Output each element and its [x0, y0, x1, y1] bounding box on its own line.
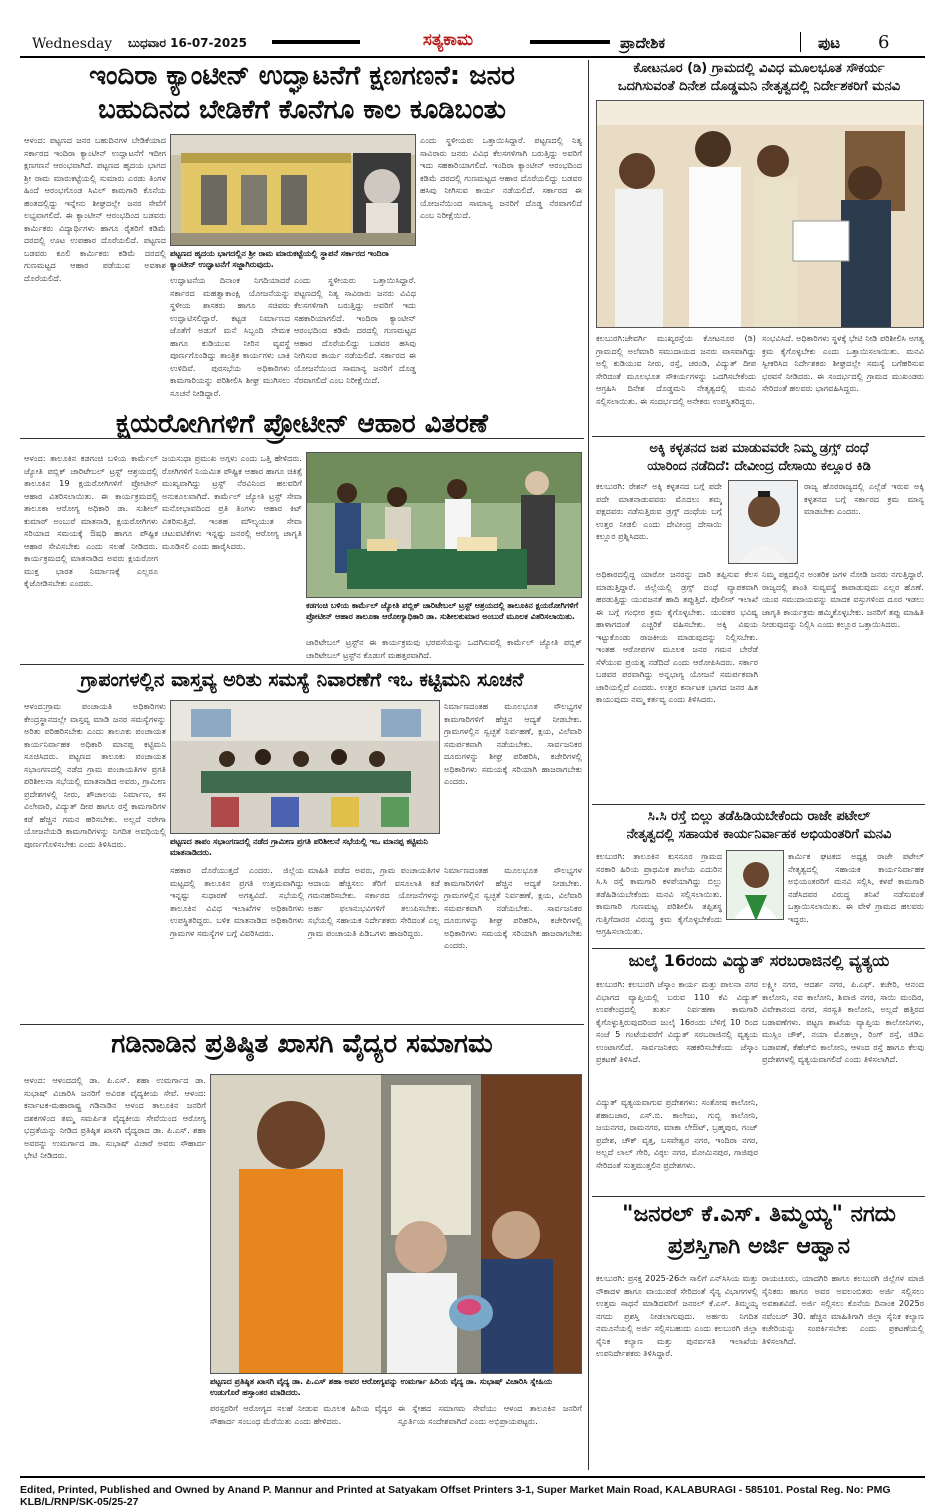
doctor-photo-caption: ಪಟ್ಟಣದ ಪ್ರತಿಷ್ಠಿತ ಖಾಸಗಿ ವೈದ್ಯ ಡಾ. ಪಿ.ಎಸ್ ಶಹಾ ಅವರ ಆರೋಗ್ಯವನ್ನು ಉಮರ್ಗಾ ಹಿರಿಯ ವೈದ್ಯ ಡಾ. ಸುಭಾಷ್ ವಿಚಾರಿಸಿ ಸ್ನೇಹಿಯ ಉಡುಗೊರೆ ಹಸ್ತಾಂತರ ಮಾಡಿದರು. — [210, 1377, 553, 1397]
masthead: ಸತ್ಯಕಾಮ — [422, 30, 474, 50]
page-label: ಪುಟ — [818, 34, 841, 52]
drug-body-col3: ಅಧಿಕಾರದಲ್ಲಿದ್ದ ಯಾರೋ ಜನರನ್ನು ದಾರಿ ತಪ್ಪಿಸುವ ಕೆಲಸ ಮಾಡುತ್ತಿದ್ದಾರೆ. ಜಿಲ್ಲೆಯಲ್ಲಿ ಡ್ರಗ್ಸ್ ದಂಧೆ ವ್ಯಾಪಕವಾಗಿ ಹರಡುತ್ತಿದ್ದು ಯುವಜನತೆ ಹಾದಿ ತಪ್ಪುತ್ತಿದೆ. ಪೊಲೀಸ್ ಇಲಾಖೆ ಈ ಬಗ್ಗೆ ಗಂಭೀರ ಕ್ರಮ ಕೈಗೊಳ್ಳಬೇಕು. ಯುವಕರ ಭವಿಷ್ಯ ಹಾಳಾಗದಂತೆ ಎಚ್ಚರಿಕೆ ವಹಿಸಬೇಕು. ಅಕ್ಕಿ ವಿಷಯ ಇಟ್ಟುಕೊಂಡು ರಾಜಕೀಯ ಮಾಡುವುದನ್ನು ನಿಲ್ಲಿಸಬೇಕು. ಇಂತಹ ಆರೋಪಗಳ ಮೂಲಕ ಜನರ ಗಮನ ಬೇರೆಡೆ ಸೆಳೆಯುವ ಪ್ರಯತ್ನ ನಡೆದಿದೆ ಎಂದು ಆರೋಪಿಸಿದರು. ಸರ್ಕಾರ ಬಡವರ ಪರವಾಗಿದ್ದು ಅನ್ನಭಾಗ್ಯ ಯೋಜನೆ ಸಮರ್ಪಕವಾಗಿ ಜಾರಿಯಲ್ಲಿದೆ ಎಂದರು. ಉತ್ತರ ಕರ್ನಾಟಕ ಭಾಗದ ಜನರ ಹಿತ ಕಾಯುವುದು ನಮ್ಮ ಕರ್ತವ್ಯ ಎಂದು ತಿಳಿಸಿದರು. — [596, 569, 758, 704]
date-kannada: ಬುಧವಾರ 16-07-2025 — [128, 36, 247, 50]
drug-body-col4: ನಿಮ್ಮ ಪಕ್ಷದಲ್ಲಿನ ಅಂತರಿಕ ಜಗಳ ನೋಡಿ ಜನರು ನಗುತ್ತಿದ್ದಾರೆ. ರಾಜ್ಯದಲ್ಲಿ ಶಾಂತಿ ಸುವ್ಯವಸ್ಥೆ ಕಾಪಾಡುವುದು ಎಲ್ಲರ ಹೊಣೆ. ಯುವ ಸಮುದಾಯವನ್ನು ಮಾದಕ ವಸ್ತುಗಳಿಂದ ದೂರ ಇಡಲು ಜಾಗೃತಿ ಕಾರ್ಯಕ್ರಮ ಹಮ್ಮಿಕೊಳ್ಳಬೇಕು. ಜನರಿಗೆ ತಪ್ಪು ಮಾಹಿತಿ ನೀಡುವುದನ್ನು ನಿಲ್ಲಿಸಿ ಎಂದು ಕಲ್ಲೂರ ಒತ್ತಾಯಿಸಿದರು. — [762, 569, 924, 629]
canteen-body-col4: ಎಂದು ಸ್ಥಳೀಯರು ಒತ್ತಾಯಿಸಿದ್ದಾರೆ. ಪಟ್ಟಣದಲ್ಲಿ ನಿತ್ಯ ಸಾವಿರಾರು ಜನರು ವಿವಿಧ ಕೆಲಸಗಳಿಗಾಗಿ ಬರುತ್ತಿದ್ದು ಅವರಿಗೆ ಇದು ಸಹಕಾರಿಯಾಗಲಿದೆ. ಇಂದಿರಾ ಕ್ಯಾಂಟೀನ್ ಆರಂಭದಿಂದ ಕಡಿಮೆ ದರದಲ್ಲಿ ಗುಣಮಟ್ಟದ ಆಹಾರ ದೊರೆಯಲಿದ್ದು ಬಡವರ ಹಸಿವು ನೀಗಿಸುವ ಕಾರ್ಯ ನಡೆಯಲಿದೆ. ಸರ್ಕಾರದ ಈ ಯೋಜನೆಯಿಂದ ಸಾಮಾನ್ಯ ಜನರಿಗೆ ದೊಡ್ಡ ನೆರವಾಗಲಿದೆ ಎಂಬ ನಿರೀಕ್ಷೆಯಿದೆ. — [420, 135, 582, 220]
protein-body-col3: ಜಾರಿಟೇಬಲ್ ಟ್ರಸ್ಟ್‌ನ ಈ ಕಾರ್ಯಕ್ರಮವು ಭರವಸೆಯನ್ನು ಒದಗಿಸುವಲ್ಲಿ ಕಾರ್ಮೆಲ್ ಜ್ಯೋತಿ ಪಬ್ಲಿಕ್ ಚಾರಿಟೇಬಲ್ ಟ್ರಸ್ಟ್‌ನ ಕೊಡುಗೆ ಮಹತ್ತರವಾಗಿದೆ. — [306, 637, 582, 660]
doctor-meeting-photo — [210, 1074, 582, 1374]
grampanchayat-headline: ಗ್ರಾಪಂಗಳಲ್ಲಿನ ವಾಸ್ತವ್ಯ ಅರಿತು ಸಮಸ್ಯೆ ನಿವಾರಣೆಗೆ ಇಒ ಕಟ್ಟಿಮನಿ ಸೂಚನೆ — [80, 669, 524, 691]
divider — [592, 1196, 925, 1197]
grampanchayat-meeting-photo — [170, 700, 440, 834]
canteen-body-col3a: ಎಂದು ಸ್ಥಳೀಯರು ಒತ್ತಾಯಿಸಿದ್ದಾರೆ. ಪಟ್ಟಣದಲ್ಲಿ ನಿತ್ಯ ಸಾವಿರಾರು ಜನರು ವಿವಿಧ ಕೆಲಸಗಳಿಗಾಗಿ ಬರುತ್ತಿದ್ದು ಅವರಿಗೆ ಇದು ಸಹಕಾರಿಯಾಗಲಿದೆ. ಇಂದಿರಾ ಕ್ಯಾಂಟೀನ್ ಆರಂಭದಿಂದ ಕಡಿಮೆ ದರದಲ್ಲಿ ಗುಣಮಟ್ಟದ ಆಹಾರ ದೊರೆಯಲಿದ್ದು ಬಡವರ ಹಸಿವು ನೀಗಿಸುವ ಕಾರ್ಯ ನಡೆಯಲಿದೆ. ಸರ್ಕಾರದ ಈ ಯೋಜನೆಯಿಂದ ಸಾಮಾನ್ಯ ಜನರಿಗೆ ದೊಡ್ಡ ನೆರವಾಗಲಿದೆ ಎಂಬ ನಿರೀಕ್ಷೆಯಿದೆ. — [294, 275, 416, 385]
section-name: ಪ್ರಾದೇಶಿಕ — [620, 34, 666, 52]
drug-body-col1: ಕಲಬುರಗಿ: ರೇಶನ್ ಅಕ್ಕಿ ಕಳ್ಳತನದ ಬಗ್ಗೆ ಪದೇ ಪದೇ ಮಾತನಾಡುವವರು ಮೊದಲು ತಮ್ಮ ಪಕ್ಷದವರು ನಡೆಸುತ್ತಿರುವ ಡ್ರಗ್ಸ್ ದಂಧೆಯ ಬಗ್ಗೆ ಉತ್ತರ ನೀಡಲಿ ಎಂದು ದೇವೀಂದ್ರ ದೇಸಾಯಿ ಕಲ್ಲೂರ ಪ್ರಶ್ನಿಸಿದರು. — [596, 481, 722, 541]
protein-body-col2: ಜಯಸುಧಾ ಪ್ರಮುಖ ಅಗ್ಗಳು ಎಂದು ಒತ್ತಿ ಹೇಳಿದರು. ರೋಗಿಗಳಿಗೆ ನಿಯಮಿತ ಪೌಷ್ಟಿಕ ಆಹಾರ ಹಾಗೂ ಚಿಕಿತ್ಸೆ ಮುಖ್ಯವಾಗಿದ್ದು ಟ್ರಸ್ಟ್ ನೆರವಿನಿಂದ ಹಲವರಿಗೆ ಅನುಕೂಲವಾಗಿದೆ. ಕಾರ್ಮೆಲ್ ಜ್ಯೋತಿ ಟ್ರಸ್ಟ್ ಸೇವಾ ಮನೋಭಾವದಿಂದ ಪ್ರತಿ ತಿಂಗಳು ಆಹಾರ ಕಿಟ್ ವಿತರಿಸುತ್ತಿದೆ. ಇಂತಹ ಮೌಲ್ಯಯುತ ಸೇವಾ ಚಟುವಟಿಕೆಗಳು ಇನ್ನಷ್ಟು ಜನರಲ್ಲಿ ಆರೋಗ್ಯ ಜಾಗೃತಿ ಮೂಡಿಸಲಿ ಎಂದು ಹಾರೈಸಿದರು. — [162, 453, 302, 551]
grampanchayat-body-col2: ನಿರ್ಮಾಣದಂತಹ ಮೂಲಭೂತ ಸೌಲಭ್ಯಗಳ ಕಾಮಗಾರಿಗಳಿಗೆ ಹೆಚ್ಚಿನ ಆದ್ಯತೆ ನೀಡಬೇಕು. ಗ್ರಾಮಗಳಲ್ಲಿನ ಸ್ವಚ್ಛತೆ ನಿರ್ವಹಣೆ, ಕ್ಷಯ, ವಿಲೆವಾರಿ ಸಮರ್ಪಕವಾಗಿ ನಡೆಯಬೇಕು. ಸಾರ್ವಜನಿಕರ ದೂರುಗಳನ್ನು ಶೀಘ್ರ ಪರಿಹರಿಸಿ, ಕಚೇರಿಗಳಲ್ಲಿ ಅಧಿಕಾರಿಗಳು ಸಮಯಕ್ಕೆ ಸರಿಯಾಗಿ ಹಾಜರಾಗಬೇಕು ಎಂದರು. — [444, 701, 582, 786]
canteen-headline-1: ಇಂದಿರಾ ಕ್ಯಾಂಟೀನ್ ಉದ್ಘಾಟನೆಗೆ ಕ್ಷಣಗಣನೆ: ಜನರ — [89, 61, 515, 91]
divider — [592, 804, 925, 805]
header-underline — [20, 56, 925, 58]
thimmayya-headline-2: ಪ್ರಶಸ್ತಿಗಾಗಿ ಅರ್ಜಿ ಆಹ್ವಾನ — [667, 1234, 851, 1259]
protein-headline: ಕ್ಷಯರೋಗಿಗಳಿಗೆ ಪ್ರೋಟೀನ್ ಆಹಾರ ವಿತರಣೆ — [116, 409, 488, 439]
ccroad-headline-2: ನೇತೃತ್ವದಲ್ಲಿ ಸಹಾಯಕ ಕಾರ್ಯನಿರ್ವಾಹಕ ಅಭಿಯಂತರಿಗೆ ಮನವಿ — [626, 827, 892, 842]
power-body-col3: ವಿದ್ಯುತ್ ವ್ಯತ್ಯಯವಾಗುವ ಪ್ರದೇಶಗಳು: ಸಂತೋಷ ಕಾಲೋನಿ, ಶಹಾಬಜಾರ, ಎಸ್.ಬಿ. ಕಾಲೇಜು, ಗುಬ್ಬಿ ಕಾಲೋನಿ, ಜಯನಗರ, ರಾಮನಗರ, ಮಾಕಾ ಲೇಔಟ್, ಬ್ರಹ್ಮಪುರ, ಗಂಜ್ ಪ್ರದೇಶ, ಚೌಕ್ ವೃತ್ತ, ಬಸವೇಶ್ವರ ನಗರ, ಇಂದಿರಾ ನಗರ, ಅಲ್ಲದೆ ಲಾಲ್ ಗೇರಿ, ವಿಠ್ಠಲ ನಗರ, ಮೋಮಿನಪುರ, ಗಾಜಿಪುರ ಸೇರಿದಂತೆ ಸುತ್ತಮುತ್ತಲಿನ ಪ್ರದೇಶಗಳು. — [596, 1097, 758, 1170]
doctor-body-col3: ಈ ಸ್ನೇಹದ ಸಮಾಗಮ ಸೇವೆಯು ಆಳಂದ ತಾಲೂಕಿನ ಜನರಿಗೆ ಸ್ಫೂರ್ತಿಯ ಸಂದೇಶವಾಗಿದೆ ಎಂದು ಅಭಿಪ್ರಾಯಪಟ್ಟರು. — [398, 1403, 582, 1426]
thimmayya-body-col2: ರಾಯಚೂರು, ಯಾದಗಿರಿ ಹಾಗೂ ಕಲಬುರಗಿ ಜಿಲ್ಲೆಗಳ ಮಾಜಿ ಸೈನಿಕರು ಹಾಗೂ ಅವರ ಅವಲಂಬಿತರು ಅರ್ಜಿ ಸಲ್ಲಿಸಲು ಅವಕಾಶವಿದೆ. ಅರ್ಜಿ ಸಲ್ಲಿಸಲು ಕೊನೆಯ ದಿನಾಂಕ 2025ರ ನವೆಂಬರ್ 30. ಹೆಚ್ಚಿನ ಮಾಹಿತಿಗಾಗಿ ಜಿಲ್ಲಾ ಸೈನಿಕ ಕಲ್ಯಾಣ ಕಚೇರಿಯನ್ನು ಸಂಪರ್ಕಿಸಬೇಕು ಎಂದು ಪ್ರಕಟಣೆಯಲ್ಲಿ ತಿಳಿಸಲಾಗಿದೆ. — [762, 1273, 924, 1346]
footer-rule — [20, 1476, 925, 1478]
divider — [592, 948, 925, 949]
header-rule-right — [530, 40, 610, 44]
grampanchayat-body-col4: ಮಾಹಿತಿ ಪಡೆದ ಅವರು, ಗ್ರಾಮ ಪಂಚಾಯತಿಗಳ ಆದಾಯ ಹೆಚ್ಚಿಸಲು ತೆರಿಗೆ ವಸೂಲಾತಿ ಕಡೆ ಗಮನಹರಿಸಬೇಕು. ಸರ್ಕಾರದ ಯೋಜನೆಗಳನ್ನು ಅರ್ಹ ಫಲಾನುಭವಿಗಳಿಗೆ ತಲುಪಿಸಬೇಕು. ಸಭೆಯಲ್ಲಿ ಸಹಾಯಕ ನಿರ್ದೇಶಕರು ಸೇರಿದಂತೆ ಎಲ್ಲ ಗ್ರಾಮ ಪಂಚಾಯತಿ ಪಿಡಿಒಗಳು ಹಾಜರಿದ್ದರು. — [308, 865, 440, 938]
power-body-col2: ಲಕ್ಷ್ಮೀ ನಗರ, ಆದರ್ಶ ನಗರ, ಪಿ.ಎಫ್. ಕಚೇರಿ, ಆನಂದ ಕಾಲೋನಿ, ನವ ಕಾಲೋನಿ, ಶಿವಾಜಿ ನಗರ, ಸಾಯಿ ಮಂದಿರ, ವಿವೇಕಾನಂದ ನಗರ, ಸರಸ್ವತಿ ಕಾಲೋನಿ, ಅಲ್ಲದೆ ಹತ್ತಿರದ ಬಡಾವಣೆಗಳು. ಪಟ್ಟಣ ಶಾಖೆಯ ವ್ಯಾಪ್ತಿಯ ಕಾಲೋನಿಗಳು, ಮುಸ್ಲಿಂ ಚೌಕ್, ನಯಾ ಮೊಹಲ್ಲಾ, ರಿಂಗ್ ರಸ್ತೆ, ಜಿಡಿಎ ಬಡಾವಣೆ, ಕೆಹೆಚ್‌ಬಿ ಕಾಲೋನಿ, ಆಳಂದ ರಸ್ತೆ ಹಾಗೂ ಕೆಲವು ಪ್ರದೇಶಗಳಲ್ಲಿ ವ್ಯತ್ಯಯವಾಗಲಿದೆ ಎಂದು ತಿಳಿಸಲಾಗಿದೆ. — [762, 979, 924, 1064]
kotnoor-body-col1: ಕಲಬುರಗಿ:ಜೇವರ್ಗಿ ಮುಖ್ಯರಸ್ತೆಯ ಕೋಟನೂರ (ಡಿ) ಗ್ರಾಮದಲ್ಲಿ ಅಲೆಮಾರಿ ಸಮುದಾಯದ ಜನರು ವಾಸವಾಗಿದ್ದು ಅಲ್ಲಿ ಕುಡಿಯುವ ನೀರು, ರಸ್ತೆ, ಚರಂಡಿ, ವಿದ್ಯುತ್ ದೀಪ ಸೇರಿದಂತೆ ಮೂಲಭೂತ ಸೌಕರ್ಯಗಳನ್ನು ಒದಗಿಸಬೇಕೆಂದು ಆಗ್ರಹಿಸಿ ದಿನೇಶ ದೊಡ್ಡಮನಿ ನೇತೃತ್ವದಲ್ಲಿ ಮನವಿ ಸಲ್ಲಿಸಲಾಯಿತು. ಈ ಸಂದರ್ಭದಲ್ಲಿ ಅನೇಕರು ಉಪಸ್ಥಿತರಿದ್ದರು. — [596, 333, 756, 406]
header-divider — [800, 32, 801, 52]
devindra-portrait — [728, 480, 798, 564]
page-header — [0, 0, 945, 58]
canteen-headline-2: ಬಹುದಿನದ ಬೇಡಿಕೆಗೆ ಕೊನೆಗೂ ಕಾಲ ಕೂಡಿಬಂತು — [98, 95, 506, 125]
imprint-line: Edited, Printed, Published and Owned by Anand P. Mannur and Printed at Satyakam Offset Printers 3-1, Super Market Main Road, KALABURAGI - 585101. Postal Reg. No: PMG KLB/L/RNP/SK-05/25-27 — [20, 1484, 891, 1508]
ccroad-body-col1: ಕಲಬುರಗಿ: ತಾಲೂಕಿನ ಕುಸನೂರ ಗ್ರಾಮದ ಸರಕಾರಿ ಹಿರಿಯ ಪ್ರಾಥಮಿಕ ಶಾಲೆಯ ಎದುರಿನ ಸಿ.ಸಿ ರಸ್ತೆ ಕಾಮಗಾರಿ ಕಳಪೆಯಾಗಿದ್ದು ಬಿಲ್ಲು ತಡೆಹಿಡಿಯಬೇಕೆಂದು ಮನವಿ ಸಲ್ಲಿಸಲಾಯಿತು. ಕಾಮಗಾರಿ ಗುಣಮಟ್ಟ ಪರಿಶೀಲಿಸಿ ತಪ್ಪಿತಸ್ಥ ಗುತ್ತಿಗೆದಾರರ ವಿರುದ್ಧ ಕ್ರಮ ಕೈಗೊಳ್ಳಬೇಕೆಂದು ಆಗ್ರಹಿಸಲಾಯಿತು. — [596, 851, 722, 936]
canteen-photo-caption: ಪಟ್ಟಣದ ಹೃದಯ ಭಾಗದಲ್ಲಿನ ಶ್ರೀ ರಾಮ ಮಾರುಕಟ್ಟೆಯಲ್ಲಿ ಸ್ಥಾಪನೆ ಸರ್ಕಾರದ ಇಂದಿರಾ ಕ್ಯಾಂಟೀನ್ ಉದ್ಘಾಟನೆಗೆ ಸಜ್ಜಾಗಿರುವುದು. — [170, 249, 389, 269]
drug-headline-2: ಯಾರಿಂದ ನಡೆದಿದೆ: ದೇವೀಂದ್ರ ದೇಸಾಯಿ ಕಲ್ಲೂರ ಕಿಡಿ — [647, 459, 871, 474]
canteen-building-photo — [170, 134, 416, 246]
kotnoor-headline-2: ಒದಗಿಸುವಂತೆ ದಿನೇಶ ದೊಡ್ಡಮನಿ ನೇತೃತ್ವದಲ್ಲಿ ನಿರ್ದೇಶಕರಿಗೆ ಮನವಿ — [617, 79, 901, 94]
grampanchayat-body-col1: ಆಳಂದ:ಗ್ರಾಮ ಪಂಚಾಯತಿ ಅಧಿಕಾರಿಗಳು ಕೇಂದ್ರಸ್ಥಾನದಲ್ಲೇ ವಾಸ್ತವ್ಯ ಮಾಡಿ ಜನರ ಸಮಸ್ಯೆಗಳನ್ನು ಅರಿತು ಪರಿಹರಿಸಬೇಕು ಎಂದು ತಾಲೂಕು ಪಂಚಾಯತ ಕಾರ್ಯನಿರ್ವಾಹಕ ಅಧಿಕಾರಿ ಮಾನಪ್ಪ ಕಟ್ಟಿಮನಿ ಸೂಚಿಸಿದರು. ಪಟ್ಟಣದ ತಾಲೂಕು ಪಂಚಾಯತ ಸಭಾಂಗಣದಲ್ಲಿ ನಡೆದ ಗ್ರಾಮ ಪಂಚಾಯತಿಗಳ ಪ್ರಗತಿ ಪರಿಶೀಲನಾ ಸಭೆಯಲ್ಲಿ ಮಾತನಾಡಿದ ಅವರು, ಗ್ರಾಮೀಣ ಪ್ರದೇಶಗಳಲ್ಲಿ ನೀರು, ಶೌಚಾಲಯ ನಿರ್ಮಾಣ, ಕಸ ವಿಲೇವಾರಿ, ವಿದ್ಯುತ್ ದೀಪ ಹಾಗೂ ರಸ್ತೆ ಕಾಮಗಾರಿಗಳ ಕಡೆ ಹೆಚ್ಚಿನ ಗಮನ ಹರಿಸಬೇಕು. ಅಲ್ಲದೆ ನರೇಗಾ ಯೋಜನೆಯಡಿ ಕಾಮಗಾರಿಗಳನ್ನು ನಿಗದಿತ ಅವಧಿಯಲ್ಲಿ ಪೂರ್ಣಗೊಳಿಸಬೇಕು ಎಂದು ತಿಳಿಸಿದರು. — [24, 701, 166, 849]
divider — [20, 664, 584, 665]
canteen-body-col1: ಆಳಂದ: ಪಟ್ಟಣದ ಜನರ ಬಹುದಿನಗಳ ಬೇಡಿಕೆಯಾದ ಸರ್ಕಾರದ ಇಂದಿರಾ ಕ್ಯಾಂಟೀನ್ ಉದ್ಘಾಟನೆಗೆ ಇದೀಗ ಕ್ಷಣಗಣನೆ ಆರಂಭವಾಗಿದೆ. ಪಟ್ಟಣದ ಹೃದಯ ಭಾಗದ ಶ್ರೀ ರಾಮ ಮಾರುಕಟ್ಟೆಯಲ್ಲಿ ಸುಮಾರು ಎರಡು ತಿಂಗಳ ಹಿಂದೆ ಆರಂಭಗೊಂಡ ಸಿವಿಲ್ ಕಾಮಗಾರಿ ಕೊನೆಯ ಹಂತದಲ್ಲಿದ್ದು ಇನ್ನೇನು ಶೀಘ್ರದಲ್ಲೇ ಜನರ ಸೇವೆಗೆ ಲಭ್ಯವಾಗಲಿದೆ. ಈ ಕ್ಯಾಂಟೀನ್ ಆರಂಭದಿಂದ ಬಡವರು ಕಾರ್ಮಿಕರು ವಿದ್ಯಾರ್ಥಿಗಳು ಹಾಗೂ ರೈತರಿಗೆ ಕಡಿಮೆ ದರದಲ್ಲಿ ಊಟ ಉಪಹಾರ ದೊರೆಯಲಿದೆ. ಪಟ್ಟಣದ ಬಡವರು ಕೂಲಿ ಕಾರ್ಮಿಕರು ಕಡಿಮೆ ದರದಲ್ಲಿ ಗುಣಮಟ್ಟದ ಆಹಾರ ಪಡೆಯುವ ಅವಕಾಶ ದೊರೆಯಲಿದೆ. — [24, 135, 166, 283]
grampanchayat-body-col5: ನಿರ್ಮಾಣದಂತಹ ಮೂಲಭೂತ ಸೌಲಭ್ಯಗಳ ಕಾಮಗಾರಿಗಳಿಗೆ ಹೆಚ್ಚಿನ ಆದ್ಯತೆ ನೀಡಬೇಕು. ಗ್ರಾಮಗಳಲ್ಲಿನ ಸ್ವಚ್ಛತೆ ನಿರ್ವಹಣೆ, ಕ್ಷಯ, ವಿಲೆವಾರಿ ಸಮರ್ಪಕವಾಗಿ ನಡೆಯಬೇಕು. ಸಾರ್ವಜನಿಕರ ದೂರುಗಳನ್ನು ಶೀಘ್ರ ಪರಿಹರಿಸಿ, ಕಚೇರಿಗಳಲ್ಲಿ ಅಧಿಕಾರಿಗಳು ಸಮಯಕ್ಕೆ ಸರಿಯಾಗಿ ಹಾಜರಾಗಬೇಕು ಎಂದರು. — [444, 865, 582, 950]
grampanchayat-body-col3: ಸಹಕಾರ ದೊರೆಯುತ್ತದೆ ಎಂದರು. ಜಿಲ್ಲೆಯ ಮಟ್ಟದಲ್ಲಿ ತಾಲೂಕಿನ ಪ್ರಗತಿ ಉತ್ತಮವಾಗಿದ್ದು ಇನ್ನಷ್ಟು ಸುಧಾರಣೆ ಅಗತ್ಯವಿದೆ. ಸಭೆಯಲ್ಲಿ ತಾಲೂಕಿನ ವಿವಿಧ ಇಲಾಖೆಗಳ ಅಧಿಕಾರಿಗಳು ಉಪಸ್ಥಿತರಿದ್ದರು. ಬಳಿಕ ಮಾತನಾಡಿದ ಅಧಿಕಾರಿಗಳು ಗ್ರಾಮಗಳ ಸಮಸ್ಯೆಗಳ ಬಗ್ಗೆ ವಿವರಿಸಿದರು. — [170, 865, 304, 938]
raje-patel-portrait — [726, 850, 784, 920]
drug-body-col2: ರಾಜ್ಯ ಹೊರರಾಜ್ಯದಲ್ಲಿ ಎಲ್ಲೆಡೆ ಇರುವ ಅಕ್ಕಿ ಕಳ್ಳತನದ ಬಗ್ಗೆ ಸರ್ಕಾರದ ಕ್ರಮ ಮಾನ್ಯ ಮಾಡಬೇಕು ಎಂದರು. — [804, 481, 924, 516]
weekday-english: Wednesday — [32, 36, 113, 52]
drug-headline-1: ಅಕ್ಕಿ ಕಳ್ಳತನದ ಜಪ ಮಾಡುವವರೇ ನಿಮ್ಮ ಡ್ರಗ್ಸ್ ದಂಧೆ — [649, 441, 869, 456]
protein-distribution-photo — [306, 452, 582, 598]
protein-photo-caption: ಕಡಗಂಚಿ ಬಳಿಯ ಕಾರ್ಮೆಲ್ ಜ್ಯೋತಿ ಪಬ್ಲಿಕ್ ಚಾರಿಟೇಬಲ್ ಟ್ರಸ್ಟ್ ಆಶ್ರಯದಲ್ಲಿ ತಾಲೂಕಿನ ಕ್ಷಯರೋಗಿಗಳಿಗೆ ಪ್ರೋಟೀನ್ ಆಹಾರ ತಾಲೂಕಾ ಆರೋಗ್ಯಾಧಿಕಾರಿ ಡಾ. ಸುಶೀಲಕುಮಾರ ಅಂಬುರೆ ಮೂಲಕ ವಿತರಿಸಲಾಯಿತು. — [306, 601, 579, 621]
grampanchayat-photo-caption: ಪಟ್ಟಣದ ತಾಪಂ ಸಭಾಂಗಣದಲ್ಲಿ ನಡೆದ ಗ್ರಾಮೀಣ ಪ್ರಗತಿ ಪರಿಶೀಲನೆ ಸಭೆಯಲ್ಲಿ ಇಒ ಮಾನಪ್ಪ ಕಟ್ಟಿಮನಿ ಮಾತನಾಡಿದರು. — [170, 837, 428, 857]
divider — [592, 436, 925, 437]
thimmayya-body-col1: ಕಲಬುರಗಿ: ಪ್ರಸಕ್ತ 2025-26ನೇ ಸಾಲಿಗೆ ಎನ್‌ಸಿಸಿಯ ಮತ್ತು ನೌಕಾದಳ ಹಾಗೂ ವಾಯುಪಡೆ ಸೇರಿದಂತೆ ಸೈನ್ಯ ವಿಭಾಗಗಳಲ್ಲಿ ಉತ್ತಮ ಸಾಧನೆ ಮಾಡಿದವರಿಗೆ ಜನರಲ್ ಕೆ.ಎಸ್. ತಿಮ್ಮಯ್ಯ ನಗದು ಪ್ರಶಸ್ತಿ ನೀಡಲಾಗುವುದು. ಅರ್ಹರು ನಿಗದಿತ ನಮೂನೆಯಲ್ಲಿ ಅರ್ಜಿ ಸಲ್ಲಿಸಬಹುದು ಎಂದು ಕಲಬುರಗಿ ಜಿಲ್ಲಾ ಸೈನಿಕ ಕಲ್ಯಾಣ ಮತ್ತು ಪುನರ್ವಸತಿ ಇಲಾಖೆಯ ಉಪನಿರ್ದೇಶಕರು ತಿಳಿಸಿದ್ದಾರೆ. — [596, 1273, 758, 1358]
canteen-body-col2: ಉದ್ಘಾಟನೆಯ ದಿನಾಂಕ ನಿಗದಿಯಾದರೆ ಸರ್ಕಾರದ ಮಹತ್ವಾಕಾಂಕ್ಷಿ ಯೋಜನೆಯನ್ನು ಸ್ಥಳೀಯ ಶಾಸಕರು ಹಾಗೂ ಸಚಿವರು ಉದ್ಘಾಟಿಸಲಿದ್ದಾರೆ. ಕಟ್ಟಡ ನಿರ್ಮಾಣದ ಜೊತೆಗೆ ಅಡುಗೆ ಮನೆ ಸಿಬ್ಬಂದಿ ನೇಮಕ ಹಾಗೂ ಕುಡಿಯುವ ನೀರಿನ ವ್ಯವಸ್ಥೆ ಪೂರ್ಣಗೊಂಡಿದ್ದು ತಾಂತ್ರಿಕ ಕಾರ್ಯಗಳು ಬಾಕಿ ಉಳಿದಿವೆ. ಪುರಸಭೆಯ ಅಧಿಕಾರಿಗಳು ಕಾಮಗಾರಿಯನ್ನು ಪರಿಶೀಲಿಸಿ ಶೀಘ್ರ ಮುಗಿಸಲು ಸೂಚನೆ ನೀಡಿದ್ದಾರೆ. — [170, 275, 290, 398]
protein-body-col1: ಆಳಂದ: ತಾಲೂಕಿನ ಕಡಗಂಚಿ ಬಳಿಯ ಕಾರ್ಮೆಲ್ ಜ್ಯೋತಿ ಪಬ್ಲಿಕ್ ಚಾರಿಟೇಬಲ್ ಟ್ರಸ್ಟ್ ಆಶ್ರಯದಲ್ಲಿ ತಾಲೂಕಿನ 19 ಕ್ಷಯರೋಗಿಗಳಿಗೆ ಪ್ರೋಟೀನ್ ಆಹಾರ ವಿತರಿಸಲಾಯಿತು. ಈ ಕಾರ್ಯಕ್ರಮದಲ್ಲಿ ತಾಲೂಕಾ ಆರೋಗ್ಯ ಅಧಿಕಾರಿ ಡಾ. ಸುಶೀಲ್ ಕುಮಾರ್ ಅಂಬುರೆ ಮಾತನಾಡಿ, ಕ್ಷಯರೋಗಿಗಳು ಸರಿಯಾದ ಸಮಯಕ್ಕೆ ಔಷಧಿ ಹಾಗೂ ಪೌಷ್ಟಿಕ ಆಹಾರ ಸೇವಿಸಬೇಕು ಎಂದು ಸಲಹೆ ನೀಡಿದರು. ಕಾರ್ಯಕ್ರಮದಲ್ಲಿ ಮಾತನಾಡಿದ ಅವರು ಕ್ಷಯರೋಗ ಮುಕ್ತ ಭಾರತ ನಿರ್ಮಾಣಕ್ಕೆ ಎಲ್ಲರೂ ಕೈಜೋಡಿಸಬೇಕು ಎಂದರು. — [24, 453, 158, 588]
doctor-headline: ಗಡಿನಾಡಿನ ಪ್ರತಿಷ್ಠಿತ ಖಾಸಗಿ ವೈದ್ಯರ ಸಮಾಗಮ — [111, 1029, 493, 1059]
power-headline: ಜುಲೈ 16ರಂದು ವಿದ್ಯುತ್ ಸರಬರಾಜಿನಲ್ಲಿ ವ್ಯತ್ಯಯ — [628, 951, 890, 970]
doctor-body-col2: ಪರಸ್ಪರರಿಗೆ ಆರೋಗ್ಯದ ಸಲಹೆ ನೀಡುವ ಮೂಲಕ ಹಿರಿಯ ವೈದ್ಯರ ಸೌಹಾರ್ದ ಸಂಬಂಧ ಮೆರೆಯಿತು ಎಂದು ಹೇಳಿದರು. — [210, 1403, 392, 1426]
kotnoor-body-col2: ಸಂಭವಿಸಿದೆ. ಅಧಿಕಾರಿಗಳು ಸ್ಥಳಕ್ಕೆ ಭೇಟಿ ನೀಡಿ ಪರಿಶೀಲಿಸಿ ಅಗತ್ಯ ಕ್ರಮ ಕೈಗೊಳ್ಳಬೇಕು ಎಂದು ಒತ್ತಾಯಿಸಲಾಯಿತು. ಮನವಿ ಸ್ವೀಕರಿಸಿದ ನಿರ್ದೇಶಕರು ಶೀಘ್ರದಲ್ಲೇ ಸಮಸ್ಯೆ ಬಗೆಹರಿಸುವ ಭರವಸೆ ನೀಡಿದರು. ಈ ಸಂದರ್ಭದಲ್ಲಿ ಗ್ರಾಮದ ಮುಖಂಡರು ಸೇರಿದಂತೆ ಹಲವರು ಭಾಗವಹಿಸಿದ್ದರು. — [762, 333, 924, 393]
kotnoor-headline-1: ಕೋಟನೂರ (ಡಿ) ಗ್ರಾಮದಲ್ಲಿ ವಿವಿಧ ಮೂಲಭೂತ ಸೌಕರ್ಯ — [633, 61, 885, 76]
kotnoor-petition-photo — [596, 100, 924, 328]
thimmayya-headline-1: "ಜನರಲ್ ಕೆ.ಎಸ್. ತಿಮ್ಮಯ್ಯ" ನಗದು — [622, 1202, 896, 1227]
page-number: 6 — [878, 32, 890, 53]
ccroad-body-col2: ಕಾರ್ಮಿಕ ಘಟಕದ ಅಧ್ಯಕ್ಷ ರಾಜೇ ಪಟೇಲ್ ನೇತೃತ್ವದಲ್ಲಿ ಸಹಾಯಕ ಕಾರ್ಯನಿರ್ವಾಹಕ ಅಭಿಯಂತರರಿಗೆ ಮನವಿ ಸಲ್ಲಿಸಿ, ಕಳಪೆ ಕಾಮಗಾರಿ ನಡೆಸಿದವರ ವಿರುದ್ಧ ತನಿಖೆ ನಡೆಸುವಂತೆ ಒತ್ತಾಯಿಸಲಾಯಿತು. ಈ ವೇಳೆ ಗ್ರಾಮದ ಹಲವರು ಇದ್ದರು. — [788, 851, 924, 924]
doctor-body-col1: ಆಳಂದ: ಆಳಂದದಲ್ಲಿ ಡಾ. ಪಿ.ಎಸ್. ಶಹಾ ಉಮರ್ಗಾದ ಡಾ. ಸುಭಾಷ್ ವಿಚಾರಿಸಿ ಜನರಿಗೆ ಅವಿರತ ವೈದ್ಯಕೀಯ ಸೇವೆ. ಆಳಂದ: ಕರ್ನಾಟಕ-ಮಹಾರಾಷ್ಟ್ರ ಗಡಿನಾಡಿನ ಆಳಂದ ತಾಲೂಕಿನ ಜನರಿಗೆ ದಶಕಗಳಿಂದ ತಮ್ಮ ಸಮರ್ಪಿತ ವೈದ್ಯಕೀಯ ಸೇವೆಯಿಂದ ಆರೋಗ್ಯ ಭದ್ರತೆಯನ್ನು ನೀಡಿದ ಪ್ರತಿಷ್ಠಿತ ಖಾಸಗಿ ವೈದ್ಯರಾದ ಡಾ. ಪಿ.ಎಸ್. ಶಹಾ ಅವರನ್ನು ಉಮರ್ಗಾದ ಡಾ. ಸುಭಾಷ್ ವಿಚಾರೆ ಅವರು ಸೌಹಾರ್ದ ಭೇಟಿ ನೀಡಿದರು. — [24, 1075, 206, 1160]
column-divider — [588, 60, 589, 1470]
power-body-col1: ಕಲಬುರಗಿ: ಕಲಬುರಗಿ ಜೆಸ್ಕಾಂ ಕಾರ್ಯ ಮತ್ತು ಪಾಲನಾ ನಗರ ವಿಭಾಗದ ವ್ಯಾಪ್ತಿಯಲ್ಲಿ ಬರುವ 110 ಕೆವಿ ವಿದ್ಯುತ್ ಉಪಕೇಂದ್ರದಲ್ಲಿ ತುರ್ತು ನಿರ್ವಹಣಾ ಕಾಮಗಾರಿ ಕೈಗೊಳ್ಳುತ್ತಿರುವುದರಿಂದ ಜುಲೈ 16ರಂದು ಬೆಳಿಗ್ಗೆ 10 ರಿಂದ ಸಂಜೆ 5 ಗಂಟೆಯವರೆಗೆ ವಿದ್ಯುತ್ ಸರಬರಾಜಿನಲ್ಲಿ ವ್ಯತ್ಯಯ ಉಂಟಾಗಲಿದೆ. ಸಾರ್ವಜನಿಕರು ಸಹಕರಿಸಬೇಕೆಂದು ಜೆಸ್ಕಾಂ ಪ್ರಕಟಣೆ ತಿಳಿಸಿದೆ. — [596, 979, 758, 1064]
header-rule-left — [272, 40, 360, 44]
ccroad-headline-1: ಸಿ.ಸಿ ರಸ್ತೆ ಬಿಲ್ಲು ತಡೆಹಿಡಿಯಬೇಕೆಂದು ರಾಜೇ ಪಟೇಲ್ — [647, 809, 871, 824]
divider — [20, 1024, 584, 1025]
